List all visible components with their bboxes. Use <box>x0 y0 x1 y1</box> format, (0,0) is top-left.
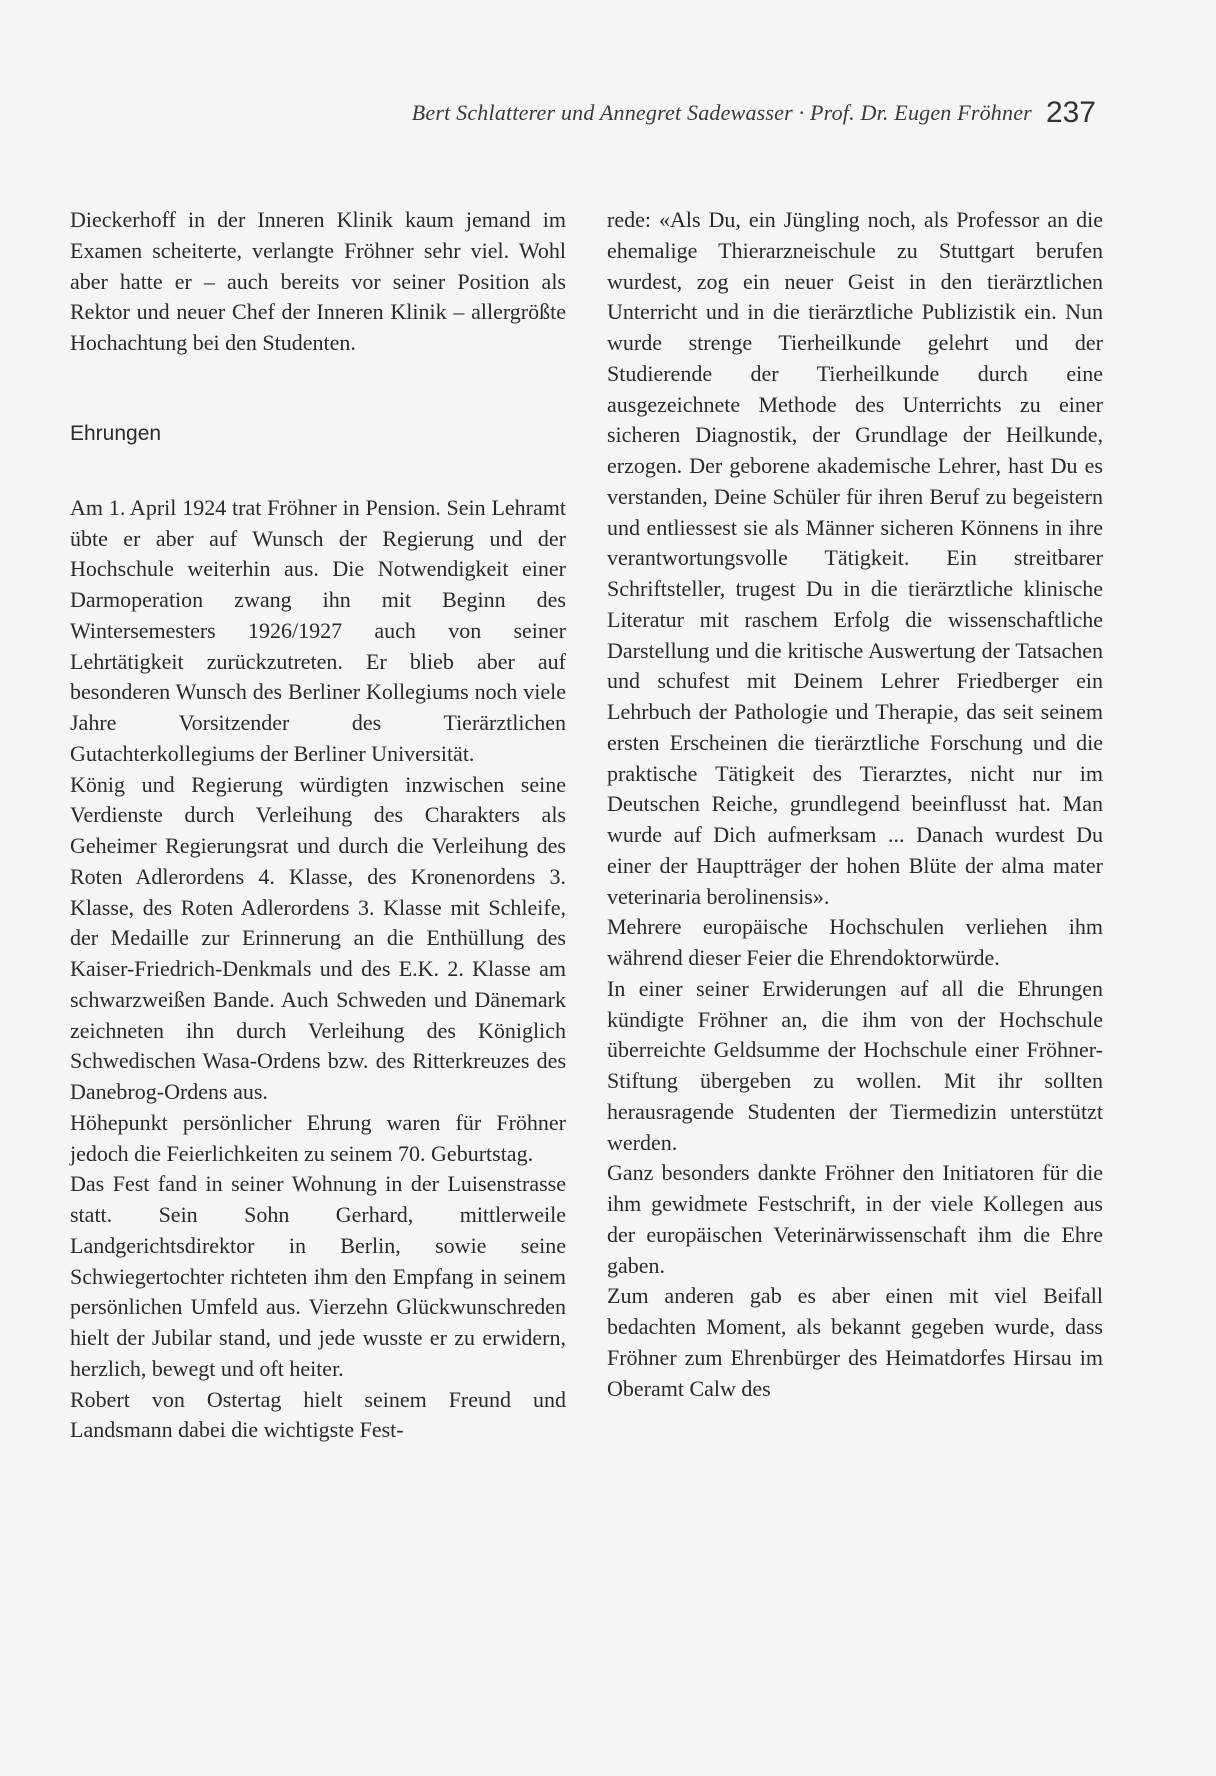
paragraph: Mehrere europäische Hochschulen verliehen ihm während dieser Feier die Ehrendoktorwürde. <box>607 914 1103 970</box>
paragraph: Zum anderen gab es aber einen mit viel Beifall bedachten Moment, als bekannt gegeben wurde, dass Fröhner zum Ehrenbürger des Heimatdorfes Hirsau im Oberamt Calw des <box>607 1283 1103 1401</box>
paragraph: Robert von Ostertag hielt seinem Freund und Landsmann dabei die wichtigste Fest- <box>70 1386 566 1443</box>
paragraph: Das Fest fand in seiner Wohnung in der Luisenstrasse statt. Sein Sohn Gerhard, mittlerweile Landgerichtsdirektor in Berlin, sowie seine Schwiegertochter richteten ihm den Empfang in seinem persönlichen Umfeld aus. Vierzehn Glückwunschreden hielt der Jubilar stand, und jede wusste er zu erwidern, herzlich, bewegt und oft heiter. <box>70 1171 566 1381</box>
paragraph: König und Regierung würdigten inzwischen seine Verdienste durch Verleihung des Charakters als Geheimer Regierungsrat und durch die Verleihung des Roten Adlerordens 4. Klasse, des Kronenordens 3. Klasse, des Roten Adlerordens 3. Klasse mit Schleife, der Medaille zur Erinnerung an die Enthüllung des Kaiser-Friedrich-Denkmals und des E.K. 2. Klasse am schwarzweißen Bande. Auch Schweden und Dänemark zeichneten ihn durch Verleihung des Königlich Schwedischen Wasa-Ordens bzw. des Ritterkreuzes des Danebrog-Ordens aus. <box>70 771 566 1104</box>
paragraph: In einer seiner Erwiderungen auf all die Ehrungen kündigte Fröhner an, die ihm von der Hochschule überreichte Geldsumme der Hochschule einer Fröhner-Stiftung übergeben zu wollen. Mit ihr sollten herausragende Studenten der Tiermedizin unterstützt werden. <box>607 975 1103 1155</box>
page-number: 237 <box>1045 96 1096 129</box>
paragraph: Ganz besonders dankte Fröhner den Initiatoren für die ihm gewidmete Festschrift, in der viele Kollegen aus der europäischen Veterinärwissenschaft ihm die Ehre gaben. <box>607 1160 1103 1278</box>
paragraph: Höhepunkt persönlicher Ehrung waren für Fröhner jedoch die Feierlichkeiten zu seinem 70. Geburtstag. <box>70 1109 566 1166</box>
paragraph: Dieckerhoff in der Inneren Klinik kaum jemand im Examen scheiterte, verlangte Fröhner sehr viel. Wohl aber hatte er – auch bereits vor seiner Position als Rektor und neuer Chef der Inneren Klinik – allergrößte Hochachtung bei den Studenten. <box>70 207 566 355</box>
page-header <box>70 96 1096 130</box>
section-heading: Ehrungen <box>70 421 162 445</box>
running-head: Bert Schlatterer und Annegret Sadewasser · Prof. Dr. Eugen Fröhner <box>411 100 1032 125</box>
paragraph: rede: «Als Du, ein Jüngling noch, als Professor an die ehemalige Thierarzneischule zu Stuttgart berufen wurdest, zog ein neuer Geist in den tierärztlichen Unterricht und in die tierärztliche Publizistik ein. Nun wurde strenge Tierheilkunde gelehrt und der Studierende der Tierheilkunde durch eine ausgezeichnete Methode des Unterrichts zu einer sicheren Diagnostik, der Grundlage der Heilkunde, erzogen. Der geborene akademische Lehrer, hast Du es verstanden, Deine Schüler für ihren Beruf zu begeistern und entliessest sie als Männer sicheren Könnens in ihre verantwortungsvolle Tätigkeit. Ein streitbarer Schriftsteller, trugest Du in die tierärztliche klinische Literatur mit raschem Erfolg die wissenschaftliche Darstellung und die kritische Auswertung der Tatsachen und schufest mit Deinem Lehrer Friedberger ein Lehrbuch der Pathologie und Therapie, das seit seinem ersten Erscheinen die tierärztliche Forschung und die praktische Tätigkeit des Tierarztes, nicht nur im Deutschen Reiche, grundlegend beeinflusst hat. Man wurde auf Dich aufmerksam ... Danach wurdest Du einer der Hauptträger der hohen Blüte der alma mater veterinaria berolinensis». <box>607 207 1103 909</box>
right-column <box>607 205 1103 1404</box>
paragraph: Am 1. April 1924 trat Fröhner in Pension. Sein Lehramt übte er aber auf Wunsch der Regierung und der Hochschule weiterhin aus. Die Notwendigkeit einer Darmoperation zwang ihn mit Beginn des Wintersemesters 1926/1927 auch von seiner Lehrtätigkeit zurückzutreten. Er blieb aber auf besonderen Wunsch des Berliner Kollegiums noch viele Jahre Vorsitzender des Tierärztlichen Gutachterkollegiums der Berliner Universität. <box>70 494 566 766</box>
left-column <box>70 205 566 1446</box>
